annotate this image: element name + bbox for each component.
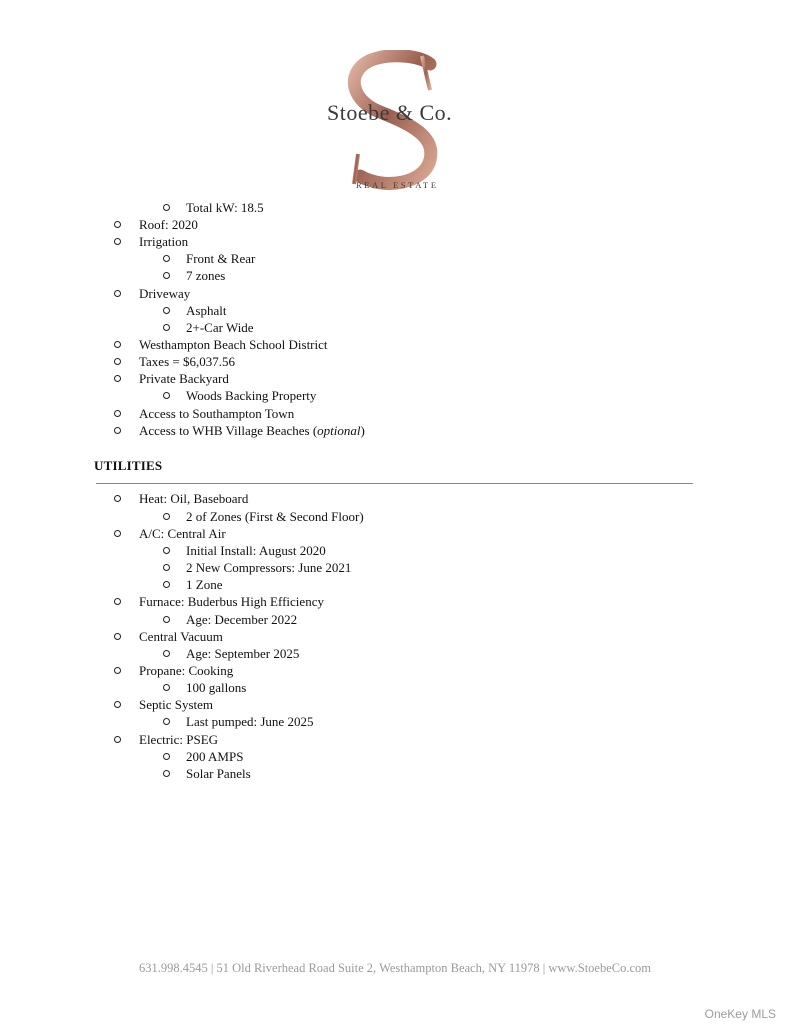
list-item: Heat: Oil, Baseboard bbox=[139, 491, 248, 507]
list-item: Access to WHB Village Beaches (optional) bbox=[139, 423, 365, 439]
list-item: Propane: Cooking bbox=[139, 663, 233, 679]
list-item: Age: December 2022 bbox=[186, 612, 297, 628]
bullet-icon bbox=[163, 616, 170, 623]
bullet-icon bbox=[114, 238, 121, 245]
bullet-icon bbox=[163, 272, 170, 279]
bullet-icon bbox=[114, 701, 121, 708]
list-item: Woods Backing Property bbox=[186, 388, 316, 404]
bullet-icon bbox=[163, 753, 170, 760]
section-divider bbox=[96, 483, 693, 484]
bullet-icon bbox=[114, 530, 121, 537]
bullet-icon bbox=[163, 324, 170, 331]
bullet-icon bbox=[163, 684, 170, 691]
list-item: 2 New Compressors: June 2021 bbox=[186, 560, 351, 576]
list-item: Age: September 2025 bbox=[186, 646, 299, 662]
bullet-icon bbox=[114, 410, 121, 417]
list-item: 2+-Car Wide bbox=[186, 320, 254, 336]
list-item: Furnace: Buderbus High Efficiency bbox=[139, 594, 324, 610]
list-item: 7 zones bbox=[186, 268, 225, 284]
bullet-icon bbox=[163, 564, 170, 571]
list-item: 200 AMPS bbox=[186, 749, 243, 765]
bullet-icon bbox=[163, 513, 170, 520]
list-item: Front & Rear bbox=[186, 251, 255, 267]
bullet-icon bbox=[114, 427, 121, 434]
list-item: Irrigation bbox=[139, 234, 188, 250]
bullet-icon bbox=[163, 255, 170, 262]
bullet-icon bbox=[114, 290, 121, 297]
bullet-icon bbox=[114, 221, 121, 228]
bullet-icon bbox=[114, 358, 121, 365]
list-item: Access to Southampton Town bbox=[139, 406, 294, 422]
bullet-icon bbox=[163, 204, 170, 211]
brand-subtitle: REAL ESTATE bbox=[356, 180, 439, 190]
list-item: Solar Panels bbox=[186, 766, 251, 782]
list-item: Taxes = $6,037.56 bbox=[139, 354, 235, 370]
list-item: Electric: PSEG bbox=[139, 732, 218, 748]
list-item: Asphalt bbox=[186, 303, 226, 319]
bullet-icon bbox=[163, 650, 170, 657]
list-item: Driveway bbox=[139, 286, 190, 302]
list-item: Total kW: 18.5 bbox=[186, 200, 264, 216]
list-item: Septic System bbox=[139, 697, 213, 713]
footer-contact: 631.998.4545 | 51 Old Riverhead Road Suite 2, Westhampton Beach, NY 11978 | www.StoebeCo.com bbox=[138, 961, 652, 975]
list-item: A/C: Central Air bbox=[139, 526, 226, 542]
bullet-icon bbox=[163, 307, 170, 314]
list-item: 2 of Zones (First & Second Floor) bbox=[186, 509, 364, 525]
list-item: 1 Zone bbox=[186, 577, 222, 593]
list-item: Last pumped: June 2025 bbox=[186, 714, 313, 730]
list-item: Roof: 2020 bbox=[139, 217, 198, 233]
bullet-icon bbox=[114, 495, 121, 502]
list-item: 100 gallons bbox=[186, 680, 246, 696]
bullet-icon bbox=[114, 667, 121, 674]
section-heading-utilities: UTILITIES bbox=[94, 458, 163, 473]
list-item: Central Vacuum bbox=[139, 629, 223, 645]
list-item: Initial Install: August 2020 bbox=[186, 543, 326, 559]
bullet-icon bbox=[114, 598, 121, 605]
watermark: OneKey MLS bbox=[704, 1007, 776, 1021]
bullet-icon bbox=[163, 581, 170, 588]
optional-label: optional bbox=[317, 423, 361, 438]
list-item: Westhampton Beach School District bbox=[139, 337, 328, 353]
bullet-icon bbox=[163, 718, 170, 725]
bullet-icon bbox=[114, 736, 121, 743]
bullet-icon bbox=[163, 770, 170, 777]
bullet-icon bbox=[114, 341, 121, 348]
brand-name: Stoebe & Co. bbox=[327, 100, 453, 125]
bullet-icon bbox=[114, 375, 121, 382]
list-item: Private Backyard bbox=[139, 371, 229, 387]
bullet-icon bbox=[114, 633, 121, 640]
bullet-icon bbox=[163, 547, 170, 554]
bullet-icon bbox=[163, 392, 170, 399]
